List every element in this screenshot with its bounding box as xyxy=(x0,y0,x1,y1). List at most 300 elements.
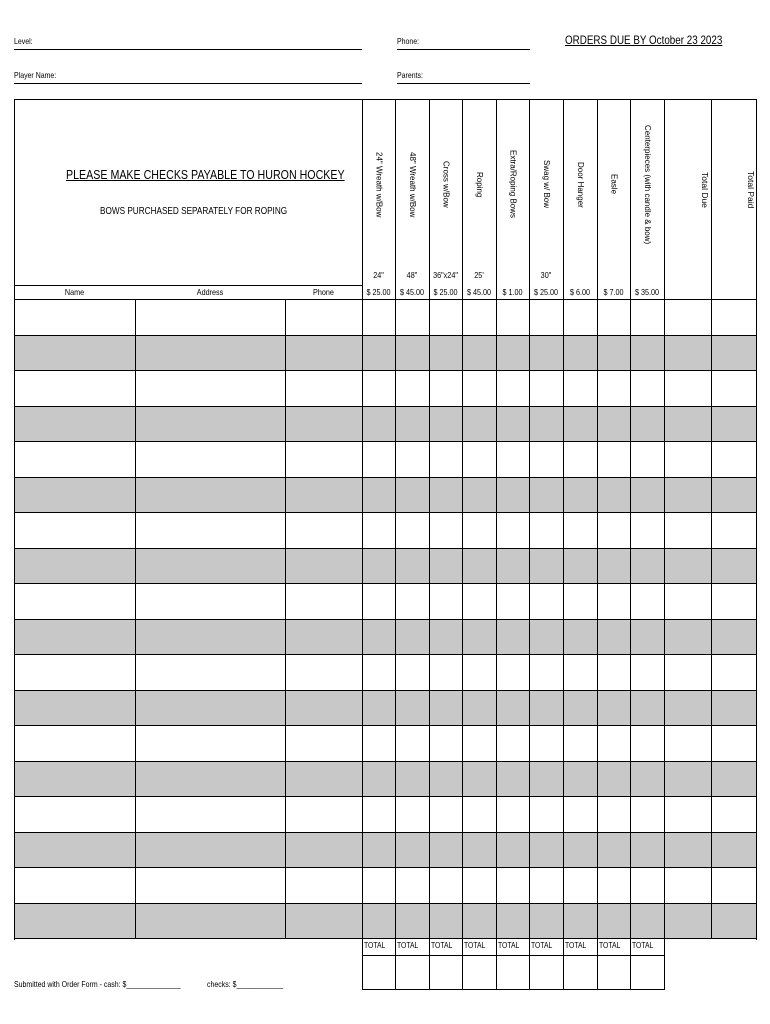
product-price: $ 25.00 xyxy=(533,287,559,297)
cell-divider xyxy=(711,868,712,904)
cell-divider xyxy=(285,726,286,762)
cell-divider xyxy=(14,407,15,443)
cell-divider xyxy=(630,726,631,762)
cell-divider xyxy=(135,584,136,620)
cell-divider xyxy=(664,868,665,904)
cell-divider xyxy=(496,762,497,798)
cell-divider xyxy=(462,762,463,798)
cell-divider xyxy=(756,336,757,372)
cell-divider xyxy=(711,478,712,514)
cell-divider xyxy=(14,336,15,372)
cell-divider xyxy=(135,691,136,727)
cell-divider xyxy=(462,300,463,336)
cell-divider xyxy=(664,336,665,372)
cell-divider xyxy=(285,620,286,656)
total-cell[interactable] xyxy=(630,938,664,990)
cell-divider xyxy=(496,868,497,904)
cell-divider xyxy=(563,336,564,372)
cell-divider xyxy=(429,762,430,798)
cell-divider xyxy=(285,442,286,478)
cell-divider xyxy=(362,762,363,798)
cell-divider xyxy=(462,833,463,869)
cell-divider xyxy=(664,513,665,549)
cell-divider xyxy=(285,300,286,336)
cell-divider xyxy=(756,407,757,443)
table-row[interactable] xyxy=(14,796,756,833)
total-label: TOTAL xyxy=(364,941,386,950)
product-name-header: Roping xyxy=(475,171,484,198)
cell-divider xyxy=(362,407,363,443)
total-cell[interactable] xyxy=(597,938,630,990)
orders-due-title: ORDERS DUE BY October 23 2023 xyxy=(565,33,723,47)
cell-divider xyxy=(362,336,363,372)
product-name-header: Extra/Roping Bows xyxy=(508,150,518,219)
cell-divider xyxy=(664,726,665,762)
address-column-header: Address xyxy=(196,287,224,297)
cell-divider xyxy=(529,620,530,656)
cell-divider xyxy=(597,371,598,407)
total-divider xyxy=(430,955,462,956)
product-price: $ 7.00 xyxy=(603,287,624,297)
cell-divider xyxy=(429,904,430,940)
total-label: TOTAL xyxy=(632,941,654,950)
product-name-header: Door Hanger xyxy=(576,161,585,208)
cell-divider xyxy=(462,904,463,940)
total-divider xyxy=(363,955,395,956)
cell-divider xyxy=(395,691,396,727)
total-cell[interactable] xyxy=(529,938,563,990)
cell-divider xyxy=(462,691,463,727)
cell-divider xyxy=(630,478,631,514)
table-row[interactable] xyxy=(14,512,756,549)
cell-divider xyxy=(285,549,286,585)
cell-divider xyxy=(496,726,497,762)
cell-divider xyxy=(395,797,396,833)
cell-divider xyxy=(630,904,631,940)
cell-divider xyxy=(135,336,136,372)
cell-divider xyxy=(135,442,136,478)
cell-divider xyxy=(362,513,363,549)
cell-divider xyxy=(563,797,564,833)
cell-divider xyxy=(664,442,665,478)
cell-divider xyxy=(362,726,363,762)
total-divider xyxy=(598,955,630,956)
cell-divider xyxy=(135,833,136,869)
cell-divider xyxy=(429,868,430,904)
cell-divider xyxy=(135,620,136,656)
cell-divider xyxy=(630,797,631,833)
cell-divider xyxy=(529,442,530,478)
total-right-border xyxy=(664,938,665,990)
total-cell[interactable] xyxy=(362,938,395,990)
total-label: TOTAL xyxy=(565,941,587,950)
cell-divider xyxy=(362,904,363,940)
cell-divider xyxy=(711,336,712,372)
cell-divider xyxy=(711,442,712,478)
cash-submitted[interactable]: Submitted with Order Form - cash: $______________ xyxy=(14,979,181,989)
cell-divider xyxy=(362,442,363,478)
table-row[interactable] xyxy=(14,548,756,585)
cell-divider xyxy=(711,797,712,833)
product-price: $ 6.00 xyxy=(569,287,591,297)
cell-divider xyxy=(711,371,712,407)
cell-divider xyxy=(756,371,757,407)
cell-divider xyxy=(756,620,757,656)
cell-divider xyxy=(664,620,665,656)
total-label: TOTAL xyxy=(498,941,520,950)
cell-divider xyxy=(529,868,530,904)
cell-divider xyxy=(14,620,15,656)
table-row[interactable] xyxy=(14,299,756,336)
cell-divider xyxy=(429,371,430,407)
table-row[interactable] xyxy=(14,441,756,478)
cell-divider xyxy=(135,478,136,514)
cell-divider xyxy=(496,655,497,691)
cell-divider xyxy=(362,833,363,869)
cell-divider xyxy=(496,336,497,372)
cell-divider xyxy=(529,904,530,940)
cell-divider xyxy=(496,833,497,869)
cell-divider xyxy=(529,336,530,372)
cell-divider xyxy=(362,620,363,656)
product-size: 30" xyxy=(540,270,552,280)
cell-divider xyxy=(563,300,564,336)
product-size: 25' xyxy=(474,270,484,280)
cell-divider xyxy=(597,904,598,940)
cell-divider xyxy=(630,513,631,549)
table-row[interactable] xyxy=(14,903,756,940)
table-row[interactable] xyxy=(14,867,756,904)
cell-divider xyxy=(362,478,363,514)
table-row[interactable] xyxy=(14,832,756,869)
cell-divider xyxy=(14,371,15,407)
cell-divider xyxy=(395,478,396,514)
level-line[interactable] xyxy=(14,49,362,50)
total-cell[interactable] xyxy=(429,938,462,990)
cell-divider xyxy=(135,904,136,940)
table-row[interactable] xyxy=(14,583,756,620)
cell-divider xyxy=(630,300,631,336)
cell-divider xyxy=(135,762,136,798)
level-label: Level: xyxy=(14,36,33,46)
cell-divider xyxy=(395,904,396,940)
phone-column-header: Phone xyxy=(313,287,334,297)
parents-label: Parents: xyxy=(397,70,423,80)
cell-divider xyxy=(756,797,757,833)
cell-divider xyxy=(664,584,665,620)
cell-divider xyxy=(462,584,463,620)
total-divider xyxy=(463,955,496,956)
checks-notice: PLEASE MAKE CHECKS PAYABLE TO HURON HOCKEY xyxy=(66,167,345,182)
cell-divider xyxy=(135,797,136,833)
total-cell[interactable] xyxy=(496,938,529,990)
cell-divider xyxy=(14,549,15,585)
parents-line[interactable] xyxy=(397,83,530,84)
product-price: $ 45.00 xyxy=(466,287,492,297)
cell-divider xyxy=(664,371,665,407)
cell-divider xyxy=(630,407,631,443)
cell-divider xyxy=(496,371,497,407)
cell-divider xyxy=(630,336,631,372)
total-label: TOTAL xyxy=(531,941,553,950)
table-row[interactable] xyxy=(14,690,756,727)
cell-divider xyxy=(597,478,598,514)
cell-divider xyxy=(664,655,665,691)
phone-line[interactable] xyxy=(397,49,530,50)
cell-divider xyxy=(496,584,497,620)
cell-divider xyxy=(664,762,665,798)
cell-divider xyxy=(664,407,665,443)
cell-divider xyxy=(395,442,396,478)
cell-divider xyxy=(285,833,286,869)
cell-divider xyxy=(563,904,564,940)
cell-divider xyxy=(496,620,497,656)
cell-divider xyxy=(664,300,665,336)
total-due-header: Total Due xyxy=(700,172,710,208)
cell-divider xyxy=(395,407,396,443)
cell-divider xyxy=(711,620,712,656)
total-cell[interactable] xyxy=(462,938,496,990)
total-label: TOTAL xyxy=(397,941,419,950)
product-name-header: Swag w/ Bow xyxy=(542,160,551,209)
cell-divider xyxy=(395,371,396,407)
cell-divider xyxy=(496,549,497,585)
cell-divider xyxy=(285,371,286,407)
cell-divider xyxy=(462,371,463,407)
cell-divider xyxy=(362,371,363,407)
cell-divider xyxy=(630,584,631,620)
cell-divider xyxy=(630,833,631,869)
cell-divider xyxy=(711,691,712,727)
table-row[interactable] xyxy=(14,654,756,691)
total-divider xyxy=(530,955,563,956)
cell-divider xyxy=(711,726,712,762)
cell-divider xyxy=(496,904,497,940)
cell-divider xyxy=(563,691,564,727)
cell-divider xyxy=(496,442,497,478)
checks-submitted[interactable]: checks: $____________ xyxy=(207,979,283,989)
cell-divider xyxy=(597,442,598,478)
cell-divider xyxy=(14,300,15,336)
cell-divider xyxy=(597,300,598,336)
cell-divider xyxy=(429,691,430,727)
cell-divider xyxy=(756,904,757,940)
cell-divider xyxy=(563,371,564,407)
total-divider xyxy=(396,955,429,956)
table-row[interactable] xyxy=(14,619,756,656)
product-price: $ 1.00 xyxy=(502,287,523,297)
cell-divider xyxy=(135,513,136,549)
cell-divider xyxy=(711,584,712,620)
cell-divider xyxy=(285,762,286,798)
table-row[interactable] xyxy=(14,406,756,443)
player-name-label: Player Name: xyxy=(14,70,57,80)
cell-divider xyxy=(395,300,396,336)
cell-divider xyxy=(285,655,286,691)
cell-divider xyxy=(395,584,396,620)
total-label: TOTAL xyxy=(431,941,453,950)
cell-divider xyxy=(395,833,396,869)
table-row[interactable] xyxy=(14,370,756,407)
cell-divider xyxy=(529,762,530,798)
cell-divider xyxy=(395,868,396,904)
cell-divider xyxy=(429,833,430,869)
product-name-header: 24" Wreath w/Bow xyxy=(374,151,384,218)
cell-divider xyxy=(429,513,430,549)
cell-divider xyxy=(462,549,463,585)
total-divider xyxy=(564,955,597,956)
table-row[interactable] xyxy=(14,761,756,798)
cell-divider xyxy=(711,407,712,443)
cell-divider xyxy=(462,513,463,549)
product-name-header: Centerpieces (with candle & bow) xyxy=(643,124,652,245)
cell-divider xyxy=(285,797,286,833)
cell-divider xyxy=(529,691,530,727)
cell-divider xyxy=(711,549,712,585)
cell-divider xyxy=(285,904,286,940)
cell-divider xyxy=(563,513,564,549)
cell-divider xyxy=(756,442,757,478)
cell-divider xyxy=(756,584,757,620)
table-row[interactable] xyxy=(14,477,756,514)
cell-divider xyxy=(429,655,430,691)
cell-divider xyxy=(135,726,136,762)
cell-divider xyxy=(362,797,363,833)
cell-divider xyxy=(597,762,598,798)
cell-divider xyxy=(563,478,564,514)
cell-divider xyxy=(362,300,363,336)
cell-divider xyxy=(756,726,757,762)
cell-divider xyxy=(429,620,430,656)
cell-divider xyxy=(395,762,396,798)
bows-notice: BOWS PURCHASED SEPARATELY FOR ROPING xyxy=(100,206,288,217)
cell-divider xyxy=(14,478,15,514)
cell-divider xyxy=(756,868,757,904)
cell-divider xyxy=(496,691,497,727)
cell-divider xyxy=(135,655,136,691)
cell-divider xyxy=(429,442,430,478)
cell-divider xyxy=(429,797,430,833)
cell-divider xyxy=(563,620,564,656)
cell-divider xyxy=(429,300,430,336)
cell-divider xyxy=(597,868,598,904)
cell-divider xyxy=(597,620,598,656)
product-price: $ 45.00 xyxy=(399,287,425,297)
cell-divider xyxy=(630,371,631,407)
cell-divider xyxy=(529,513,530,549)
cell-divider xyxy=(496,478,497,514)
cell-divider xyxy=(362,549,363,585)
cell-divider xyxy=(14,513,15,549)
cell-divider xyxy=(135,371,136,407)
cell-divider xyxy=(462,726,463,762)
cell-divider xyxy=(362,868,363,904)
cell-divider xyxy=(597,513,598,549)
cell-divider xyxy=(529,797,530,833)
cell-divider xyxy=(529,478,530,514)
cell-divider xyxy=(711,904,712,940)
cell-divider xyxy=(529,655,530,691)
cell-divider xyxy=(395,726,396,762)
cell-divider xyxy=(597,336,598,372)
cell-divider xyxy=(462,442,463,478)
cell-divider xyxy=(395,620,396,656)
cell-divider xyxy=(429,478,430,514)
cell-divider xyxy=(711,762,712,798)
table-row[interactable] xyxy=(14,335,756,372)
cell-divider xyxy=(529,833,530,869)
cell-divider xyxy=(462,620,463,656)
cell-divider xyxy=(664,833,665,869)
cell-divider xyxy=(563,833,564,869)
cell-divider xyxy=(362,584,363,620)
cell-divider xyxy=(630,868,631,904)
cell-divider xyxy=(429,336,430,372)
cell-divider xyxy=(429,407,430,443)
cell-divider xyxy=(529,549,530,585)
cell-divider xyxy=(711,833,712,869)
product-price: $ 25.00 xyxy=(433,287,458,297)
cell-divider xyxy=(756,833,757,869)
product-size: 48" xyxy=(406,270,418,280)
total-divider xyxy=(631,955,664,956)
cell-divider xyxy=(664,478,665,514)
cell-divider xyxy=(630,762,631,798)
cell-divider xyxy=(14,691,15,727)
cell-divider xyxy=(135,300,136,336)
player-name-line[interactable] xyxy=(14,83,362,84)
product-size: 24" xyxy=(373,270,384,280)
cell-divider xyxy=(285,407,286,443)
cell-divider xyxy=(135,549,136,585)
name-column-header: Name xyxy=(64,287,85,297)
cell-divider xyxy=(14,904,15,940)
cell-divider xyxy=(563,584,564,620)
cell-divider xyxy=(529,300,530,336)
cell-divider xyxy=(597,549,598,585)
cell-divider xyxy=(630,549,631,585)
total-cell[interactable] xyxy=(395,938,429,990)
product-name-header: 48" Wreath w/Bow xyxy=(408,151,417,218)
cell-divider xyxy=(711,513,712,549)
cell-divider xyxy=(496,797,497,833)
cell-divider xyxy=(664,797,665,833)
total-divider xyxy=(497,955,529,956)
cell-divider xyxy=(135,868,136,904)
product-price: $ 25.00 xyxy=(366,287,391,297)
cell-divider xyxy=(462,868,463,904)
cell-divider xyxy=(563,868,564,904)
header-divider xyxy=(756,99,757,299)
cell-divider xyxy=(630,655,631,691)
product-name-header: Easle xyxy=(609,174,619,195)
cell-divider xyxy=(756,300,757,336)
cell-divider xyxy=(462,336,463,372)
cell-divider xyxy=(429,726,430,762)
cell-divider xyxy=(664,549,665,585)
cell-divider xyxy=(597,797,598,833)
total-label: TOTAL xyxy=(599,941,621,950)
table-row[interactable] xyxy=(14,725,756,762)
cell-divider xyxy=(756,655,757,691)
total-label: TOTAL xyxy=(464,941,486,950)
cell-divider xyxy=(395,655,396,691)
cell-divider xyxy=(597,655,598,691)
total-cell[interactable] xyxy=(563,938,597,990)
cell-divider xyxy=(756,549,757,585)
cell-divider xyxy=(285,513,286,549)
cell-divider xyxy=(563,655,564,691)
